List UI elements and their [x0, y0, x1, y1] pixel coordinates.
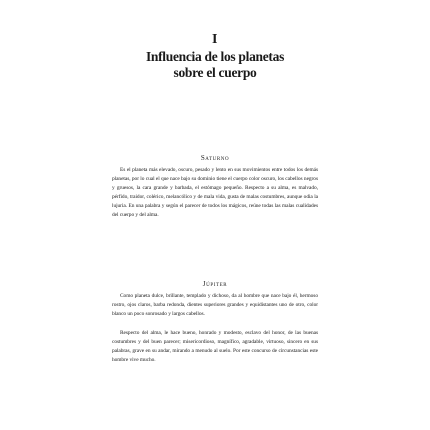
chapter-title-line-1: Influencia de los planetas: [145, 49, 285, 64]
chapter-title-line-2: sobre el cuerpo: [173, 65, 257, 80]
chapter-numeral: I: [212, 32, 218, 47]
section-heading-saturn: Saturno: [200, 154, 230, 162]
chapter-title: [0, 49, 430, 81]
paragraph-jupiter-soul: Respecto del alma, le hace bueno, honrado y modesto, esclavo del honor, de las buenas costumbres y del buen parecer; misericordioso, magnífico, agradable, virtuoso, sincero en sus palabras, grave en su andar, mirando a menudo al suelo. Por este concurso de circunstancias este hombre vive mucho.: [112, 330, 318, 363]
paragraph-jupiter-body: Como planeta dulce, brillante, templado y dichoso, da al hombre que nace bajo él, hermoso rostro, ojos claros, barba redonda, dientes superiores grandes y equidistantes uno de otro, color blanco un poco sonrosado y largos cabellos.: [112, 293, 318, 317]
paragraph-saturn: Es el planeta más elevado, oscuro, pesado y lento en sus movimientos entre todos los demás planetas, por lo cual el que nace bajo su dominio tiene el cuerpo color oscuro, los cabellos negros y gruesos, la cara grande y barbada, el estómago pequeño. Respecto a su alma, es malvado, pérfido, traidor, colérico, melancólico y de mala vida, gusta de malas costumbres, aunque odia la lujuria. En una palabra y según el parecer de todos los mágicos, reúne todas las malas cualidades del cuerpo y del alma.: [112, 167, 318, 218]
section-heading-jupiter: Júpiter: [202, 280, 228, 288]
